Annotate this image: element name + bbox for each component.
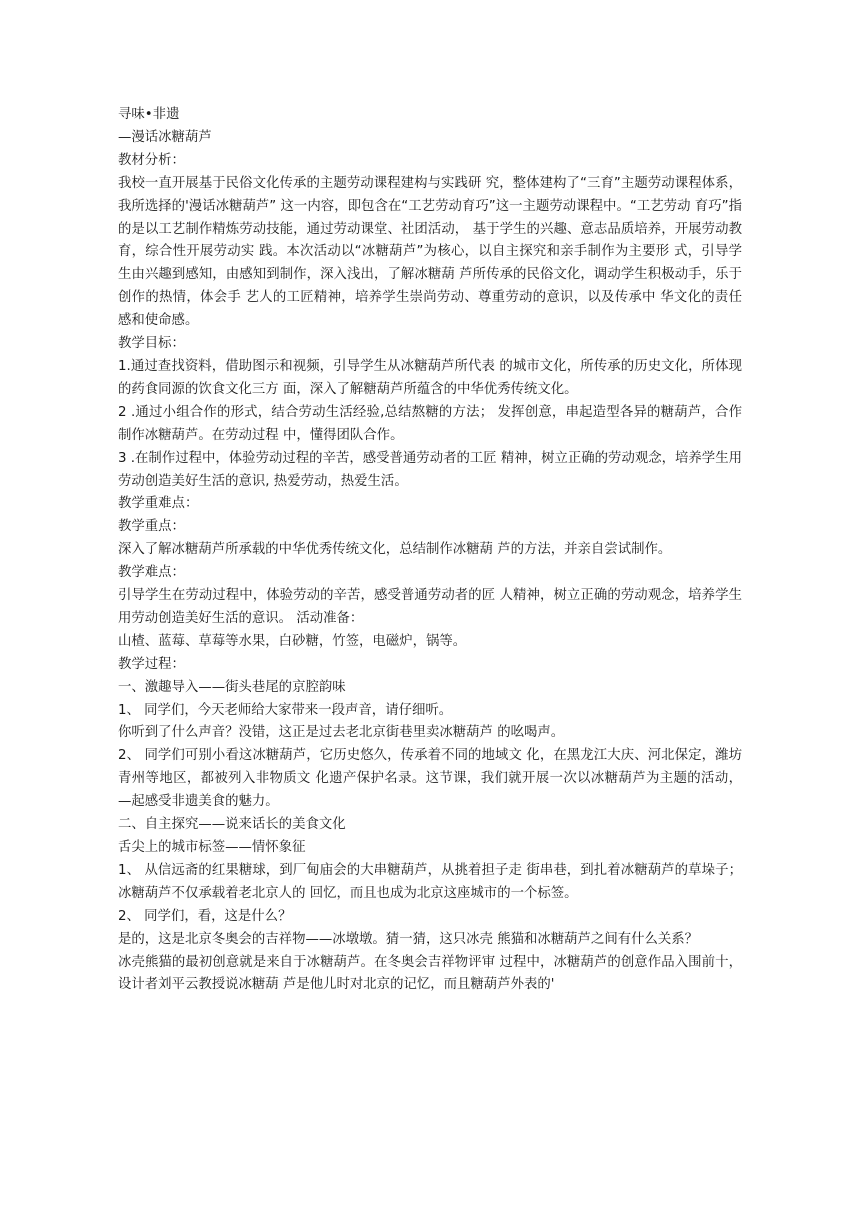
paragraph-bing-dwen-dwen: 是的，这是北京冬奥会的吉祥物——冰墩墩。猜一猜，这只冰壳 熊猫和冰糖葫芦之间有什么关系？ [118,931,699,947]
paragraph-part-2-step-2: 2、 同学们，看，这是什么？ [118,908,292,924]
paragraph-materials-list: 山楂、蓝莓、草莓等水果，白砂糖，竹签，电磁炉，锅等。 [118,633,467,649]
paragraph-goal-2: 2 .通过小组合作的形式，结合劳动生活经验,总结熬糖的方法； 发挥创意，串起造型各异的糖葫芦，合作制作冰糖葫芦。在劳动过程 中，懂得团队合作。 [118,404,742,443]
section-heading-key-difficult-points: 教学重难点： [118,496,199,512]
section-heading-teaching-process: 教学过程： [118,656,185,672]
paragraph-part-1-answer: 你听到了什么声音？没错，这正是过去老北京街巷里卖冰糖葫芦 的吆喝声。 [118,725,565,741]
paragraph-part-2-step-1: 1、 从信远斋的红果糖球，到厂甸庙会的大串糖葫芦，从挑着担子走 街串巷，到扎着冰糖葫芦的草垛子；冰糖葫芦不仅承载着老北京人的 回忆，而且也成为北京这座城市的一个标签。 [118,862,742,901]
subheading-difficult-points: 教学难点： [118,565,185,581]
paragraph-key-points: 深入了解冰糖葫芦所承载的中华优秀传统文化，总结制作冰糖葫 芦的方法，并亲自尝试制作。 [118,542,672,558]
subheading-key-points: 教学重点： [118,519,185,535]
doc-title: 寻味•非遗 [118,107,180,122]
paragraph-goal-1: 1.通过查找资料，借助图示和视频，引导学生从冰糖葫芦所代表 的城市文化，所传承的历史文化，所体现的药食同源的饮食文化三方 面，深入了解糖葫芦所蕴含的中华优秀传统文化。 [118,358,742,397]
heading-part-1: 一、激趣导入——街头巷尾的京腔韵味 [118,679,346,695]
paragraph-part-1-step-1: 1、 同学们，今天老师给大家带来一段声音，请仔细听。 [118,702,453,718]
section-heading-teaching-goals: 教学目标： [118,336,185,352]
document-page [118,104,742,997]
paragraph-material-analysis: 我校一直开展基于民俗文化传承的主题劳动课程建构与实践研 究，整体建构了“三育”主题劳动课程体系，我所选择的'漫话冰糖葫芦” 这一内容，即包含在“工艺劳动育巧”这一主题劳动课程中。“工艺劳动 育巧”指的是以工艺制作精炼劳动技能，通过劳动课堂、社团活动， 基于学生的兴趣、意志品质培养，开展劳动教育，综合性开展劳动实 践。本次活动以“冰糖葫芦”为核心，以自主探究和亲手制作为主要形 式，引导学生由兴趣到感知，由感知到制作，深入浅出，了解冰糖葫 芦所传承的民俗文化，调动学生积极动手，乐于创作的热情，体会手 艺人的工匠精神，培养学生崇尚劳动、尊重劳动的意识，以及传承中 华文化的责任感和使命感。 [118,175,742,329]
heading-part-2: 二、自主探究——说来话长的美食文化 [118,817,346,833]
section-heading-material-analysis: 教材分析： [118,152,185,168]
subheading-city-label: 舌尖上的城市标签——情怀象征 [118,840,306,855]
paragraph-mascot-origin: 冰壳熊猫的最初创意就是来自于冰糖葫芦。在冬奥会吉祥物评审 过程中，冰糖葫芦的创意作品入围前十，设计者刘平云教授说冰糖葫 芦是他儿时对北京的记忆，而且糖葫芦外表的' [118,954,742,993]
doc-subtitle: —漫话冰糖葫芦 [118,129,212,145]
paragraph-goal-3: 3 .在制作过程中，体验劳动过程的辛苦，感受普通劳动者的工匠 精神，树立正确的劳动观念，培养学生用劳动创造美好生活的意识, 热爱劳动，热爱生活。 [118,450,742,489]
paragraph-part-1-step-2: 2、 同学们可别小看这冰糖葫芦，它历史悠久，传承着不同的地域文 化，在黑龙江大庆、河北保定，潍坊青州等地区，都被列入非物质文 化遗产保护名录。这节课，我们就开展一次以冰糖葫芦为主题的活动， —起感受非遗美食的魅力。 [118,748,742,810]
paragraph-difficult-points: 引导学生在劳动过程中，体验劳动的辛苦，感受普通劳动者的匠 人精神，树立正确的劳动观念，培养学生用劳动创造美好生活的意识。 活动准备： [118,588,742,626]
